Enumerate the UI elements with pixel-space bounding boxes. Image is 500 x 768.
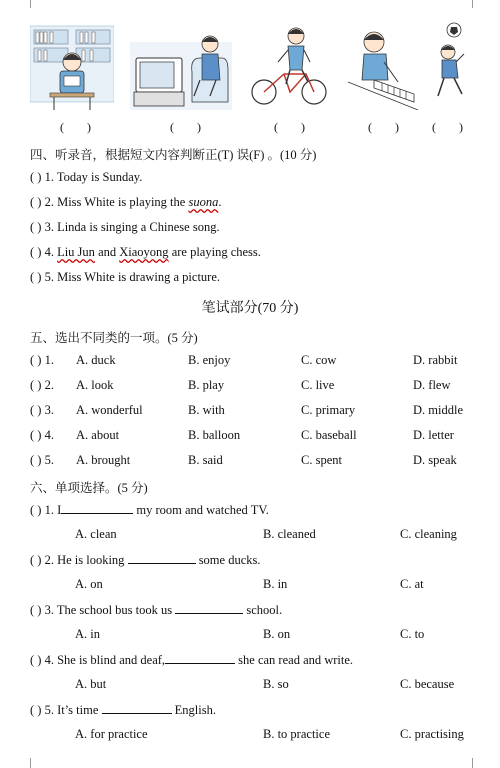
- written-part-heading: 笔试部分(70 分): [201, 301, 299, 316]
- option-c[interactable]: C. because: [400, 677, 455, 691]
- boy-playing-football-picture: [434, 22, 468, 110]
- question-text: I: [57, 503, 62, 517]
- choice-row: [30, 428, 54, 443]
- question-text-end: she can read and write.: [238, 653, 354, 667]
- answer-bracket[interactable]: ( ) 4.: [30, 653, 54, 667]
- name-liu-jun: Liu Jun: [57, 245, 95, 259]
- option-a[interactable]: A. but: [75, 677, 107, 691]
- picture-answer-bracket[interactable]: ( ): [274, 120, 315, 134]
- answer-bracket[interactable]: ( ) 3.: [30, 603, 54, 617]
- option-d[interactable]: D. speak: [413, 453, 457, 467]
- answer-bracket[interactable]: ( ) 3.: [30, 220, 54, 234]
- choice-row: [30, 378, 54, 393]
- boy-playing-piano-picture: [344, 22, 422, 110]
- question-text-end: school.: [246, 603, 283, 617]
- option-c[interactable]: C. practising: [400, 727, 464, 741]
- choice-row: [30, 453, 54, 468]
- option-c[interactable]: C. cleaning: [400, 527, 457, 541]
- choice-row: [30, 353, 54, 368]
- option-b[interactable]: B. in: [263, 577, 288, 591]
- picture-answer-bracket[interactable]: ( ): [60, 120, 101, 134]
- question-text-end: my room and watched TV.: [136, 503, 269, 517]
- option-a[interactable]: A. brought: [76, 453, 131, 467]
- answer-bracket[interactable]: ( ) 2.: [30, 378, 54, 392]
- section6-title: 六、单项选择。(5 分): [30, 481, 148, 495]
- statement-text-end: are playing chess.: [168, 245, 261, 259]
- mc-question: [30, 502, 269, 518]
- answer-blank[interactable]: [175, 602, 243, 614]
- option-a[interactable]: A. for practice: [75, 727, 148, 741]
- statement-text: Miss White is playing the: [57, 195, 189, 209]
- page-corner-mark: [472, 758, 483, 768]
- answer-bracket[interactable]: ( ) 3.: [30, 403, 54, 417]
- option-d[interactable]: D. rabbit: [413, 353, 458, 367]
- answer-bracket[interactable]: ( ) 2.: [30, 195, 54, 209]
- section4-title: 四、听录音，根据短文内容判断正(T) 误(F) 。(10 分): [30, 148, 317, 162]
- statement-text-end: .: [218, 195, 222, 209]
- question-text-end: some ducks.: [198, 553, 261, 567]
- option-c[interactable]: C. cow: [301, 353, 337, 367]
- tf-item: [30, 245, 261, 260]
- option-c[interactable]: C. primary: [301, 403, 356, 417]
- tf-item: [30, 270, 220, 285]
- option-b[interactable]: B. with: [188, 403, 225, 417]
- mc-question: [30, 702, 216, 718]
- picture-answer-bracket[interactable]: ( ): [170, 120, 211, 134]
- answer-bracket[interactable]: ( ) 4.: [30, 428, 54, 442]
- statement-text: Linda is singing a Chinese song.: [57, 220, 220, 234]
- question-text: It’s time: [57, 703, 99, 717]
- option-b[interactable]: B. enjoy: [188, 353, 231, 367]
- question-text-end: English.: [174, 703, 216, 717]
- option-b[interactable]: B. play: [188, 378, 225, 392]
- option-a[interactable]: A. wonderful: [76, 403, 143, 417]
- answer-bracket[interactable]: ( ) 1.: [30, 503, 54, 517]
- tf-item: [30, 170, 142, 185]
- answer-bracket[interactable]: ( ) 5.: [30, 453, 54, 467]
- page-corner-mark: [20, 0, 31, 8]
- boy-watching-tv-picture: [130, 22, 232, 110]
- statement-text: Today is Sunday.: [56, 170, 143, 184]
- name-xiaoyong: Xiaoyong: [119, 245, 169, 259]
- answer-blank[interactable]: [165, 652, 235, 664]
- choice-row: [30, 403, 54, 418]
- option-c[interactable]: C. spent: [301, 453, 342, 467]
- statement-text: Miss White is drawing a picture.: [57, 270, 221, 284]
- answer-bracket[interactable]: ( ) 1.: [30, 170, 54, 184]
- option-a[interactable]: A. on: [75, 577, 103, 591]
- option-b[interactable]: B. to practice: [263, 727, 330, 741]
- option-d[interactable]: D. flew: [413, 378, 451, 392]
- option-b[interactable]: B. on: [263, 627, 291, 641]
- option-c[interactable]: C. to: [400, 627, 425, 641]
- option-a[interactable]: A. duck: [76, 353, 116, 367]
- page-corner-mark: [20, 758, 31, 768]
- answer-blank[interactable]: [128, 552, 196, 564]
- option-c[interactable]: C. live: [301, 378, 335, 392]
- option-a[interactable]: A. clean: [75, 527, 117, 541]
- picture-answer-bracket[interactable]: ( ): [368, 120, 409, 134]
- option-c[interactable]: C. baseball: [301, 428, 357, 442]
- option-d[interactable]: D. letter: [413, 428, 454, 442]
- mc-question: [30, 652, 353, 668]
- answer-bracket[interactable]: ( ) 5.: [30, 270, 54, 284]
- answer-bracket[interactable]: ( ) 2.: [30, 553, 54, 567]
- option-b[interactable]: B. cleaned: [263, 527, 316, 541]
- option-b[interactable]: B. balloon: [188, 428, 241, 442]
- question-text: He is looking: [57, 553, 125, 567]
- boy-riding-bike-picture: [250, 22, 330, 110]
- option-a[interactable]: A. in: [75, 627, 100, 641]
- picture-answer-bracket[interactable]: ( ): [432, 120, 473, 134]
- answer-bracket[interactable]: ( ) 5.: [30, 703, 54, 717]
- answer-bracket[interactable]: ( ) 1.: [30, 353, 54, 367]
- tf-item: [30, 195, 221, 210]
- tf-item: [30, 220, 220, 235]
- answer-bracket[interactable]: ( ) 4.: [30, 245, 54, 259]
- option-b[interactable]: B. so: [263, 677, 289, 691]
- option-c[interactable]: C. at: [400, 577, 424, 591]
- answer-blank[interactable]: [61, 502, 133, 514]
- option-a[interactable]: A. look: [76, 378, 114, 392]
- statement-italic-word: suona: [188, 195, 219, 209]
- mc-question: [30, 552, 261, 568]
- option-a[interactable]: A. about: [76, 428, 120, 442]
- option-b[interactable]: B. said: [188, 453, 223, 467]
- question-text: The school bus took us: [56, 603, 173, 617]
- page-corner-mark: [472, 0, 483, 8]
- option-d[interactable]: D. middle: [413, 403, 463, 417]
- boy-reading-picture: [30, 22, 114, 110]
- question-text: She is blind and deaf,: [57, 653, 166, 667]
- section5-title: 五、选出不同类的一项。(5 分): [30, 331, 198, 345]
- answer-blank[interactable]: [102, 702, 172, 714]
- mc-question: [30, 602, 282, 618]
- statement-text: and: [94, 245, 120, 259]
